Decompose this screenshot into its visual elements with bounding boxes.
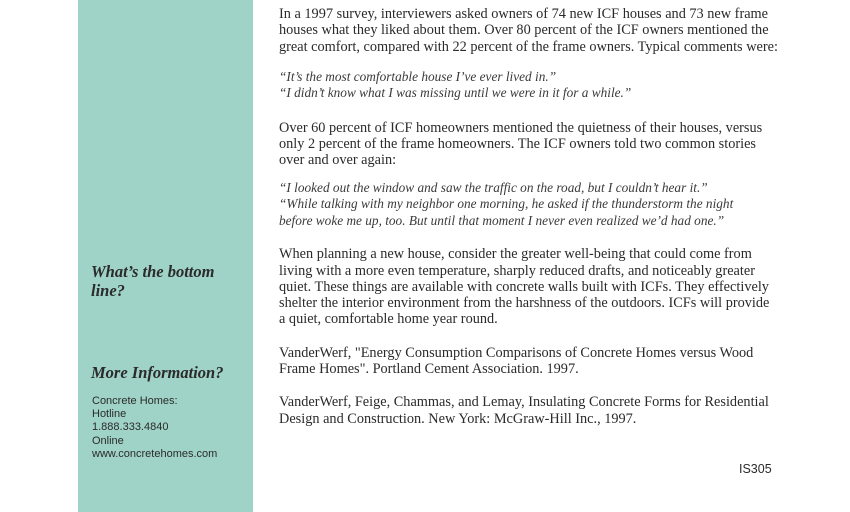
reference-2: VanderWerf, Feige, Chammas, and Lemay, Insulating Concrete Forms for Residential Design and Construction. New York: McGraw-Hill Inc., 1997.	[279, 394, 769, 427]
quote-line: before woke me up, too. But until that moment I never even realized we’d had one.”	[279, 212, 725, 228]
contact-label: Concrete Homes:	[92, 395, 178, 407]
bottom-line-paragraph: When planning a new house, consider the greater well-being that could come from living with a more even temperature, sharply reduced drafts, and noticeably greater quiet. These things are available with concrete walls built with ICFs. They effectively shelter the interior environment from the harshness of the outdoors. ICFs will provide a quiet, comfortable home year round.	[279, 246, 770, 328]
online-label: Online	[92, 434, 124, 447]
hotline-label: Hotline	[92, 408, 127, 421]
bottom-line-heading: What’s the bottom line?	[91, 262, 215, 300]
main-content	[279, 6, 779, 427]
quote-line: “I looked out the window and saw the traffic on the road, but I couldn’t hear it.”	[279, 179, 708, 195]
comfort-quotes	[279, 69, 779, 102]
more-info-heading: More Information?	[91, 363, 224, 382]
reference-1: VanderWerf, "Energy Consumption Comparisons of Concrete Homes versus Wood Frame Homes". Portland Cement Association. 1997.	[279, 344, 754, 378]
document-code: IS305	[739, 462, 772, 476]
quiet-quotes	[279, 180, 779, 230]
website-text: www.concretehomes.com	[92, 447, 218, 460]
quote-line: “I didn’t know what I was missing until we were in it for a while.”	[279, 85, 632, 101]
quote-line: “It’s the most comfortable house I’ve ever lived in.”	[279, 68, 557, 84]
contact-info	[92, 395, 217, 461]
intro-paragraph: In a 1997 survey, interviewers asked owners of 74 new ICF houses and 73 new frame houses what they liked about them. Over 80 percent of the ICF owners mentioned the great comfort, compared with 22 percent of the frame owners. Typical comments were:	[279, 6, 778, 55]
sidebar	[78, 0, 253, 512]
hotline-phone: 1.888.333.4840	[92, 421, 169, 434]
quote-line: “While talking with my neighbor one morning, he asked if the thunderstorm the night	[279, 196, 734, 212]
quiet-paragraph: Over 60 percent of ICF homeowners mentioned the quietness of their houses, versus only 2 percent of the frame homeowners. The ICF owners told two common stories over and over again:	[279, 119, 763, 169]
